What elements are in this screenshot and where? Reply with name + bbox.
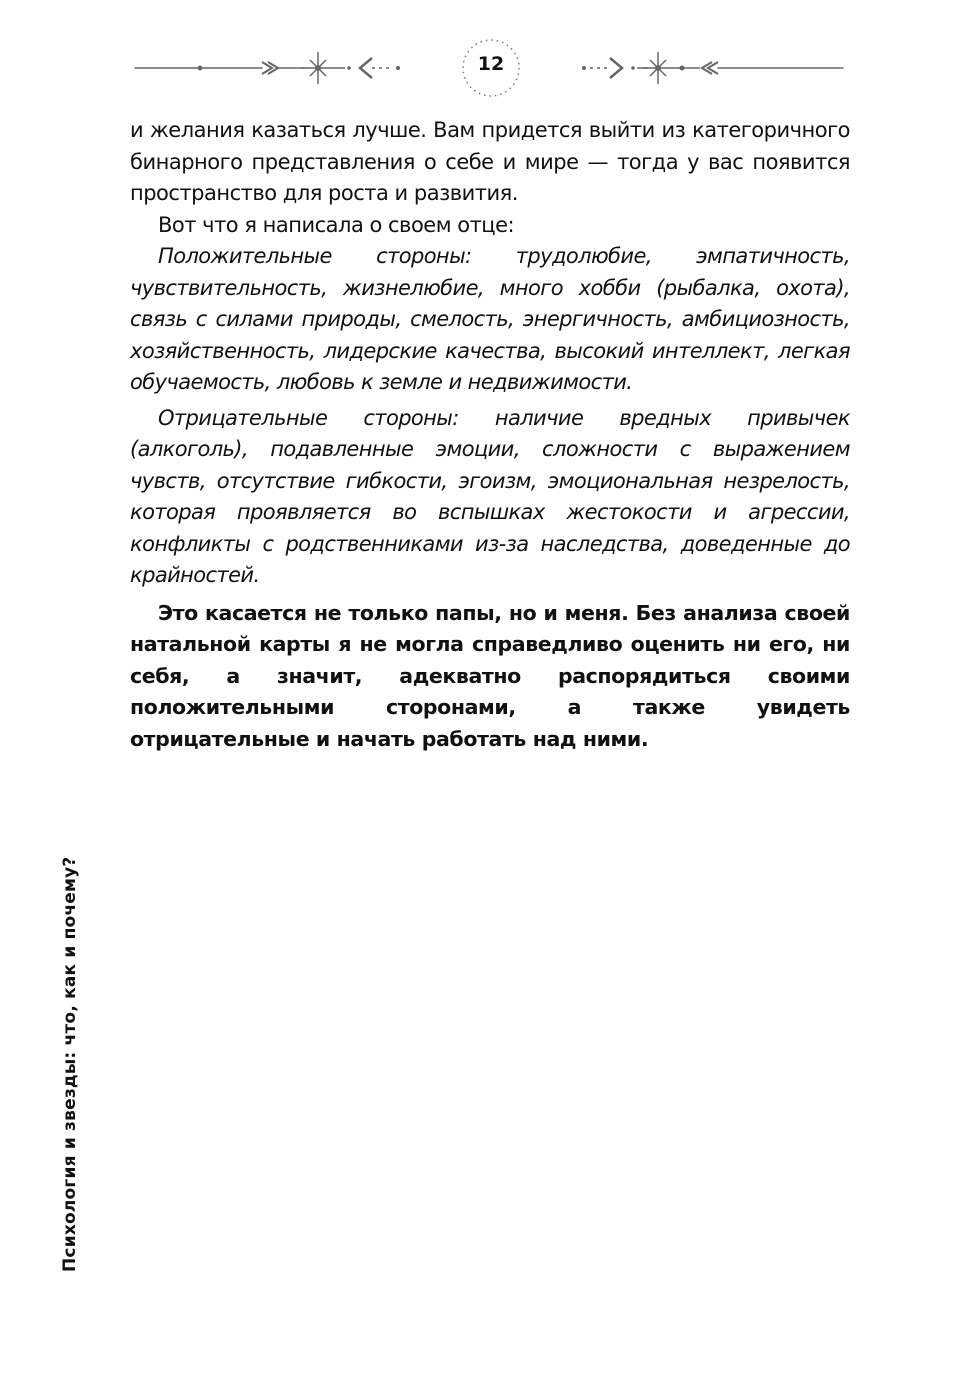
- paragraph-intro: Вот что я написала о своем отце:: [158, 212, 515, 237]
- page-number: 12: [477, 53, 505, 75]
- body-text: [130, 115, 850, 755]
- paragraph-conclusion: Это касается не только папы, но и меня. Без анализа своей натальной карты я не могла справедливо оценить ни его, ни себя, а значит, адекватно распорядиться своими положительными сторонами, а также увидеть отрицательные и начать работать над ними.: [130, 600, 850, 751]
- paragraph-negative-traits: Отрицательные стороны: наличие вредных привычек (алкоголь), подавленные эмоции, сложности с выражением чувств, отсутствие гибкости, эгоизм, эмоциональная незрелость, которая проявляется во вспышках жестокости и агрессии, конфликты с родственниками из-за наследства, доведенные до крайностей.: [130, 405, 850, 587]
- paragraph-continuation: и желания казаться лучше. Вам придется выйти из категоричного бинарного представления о себе и мире — тогда у вас появится пространство для роста и развития.: [130, 118, 850, 205]
- running-title-vertical: Психология и звезды: что, как и почему?: [60, 856, 80, 1272]
- paragraph-positive-traits: Положительные стороны: трудолюбие, эмпатичность, чувствительность, жизнелюбие, много хобби (рыбалка, охота), связь с силами природы, смелость, энергичность, амбициозность, хозяйственность, лидерские качества, высокий интеллект, легкая обучаемость, любовь к земле и недвижимости.: [130, 244, 850, 394]
